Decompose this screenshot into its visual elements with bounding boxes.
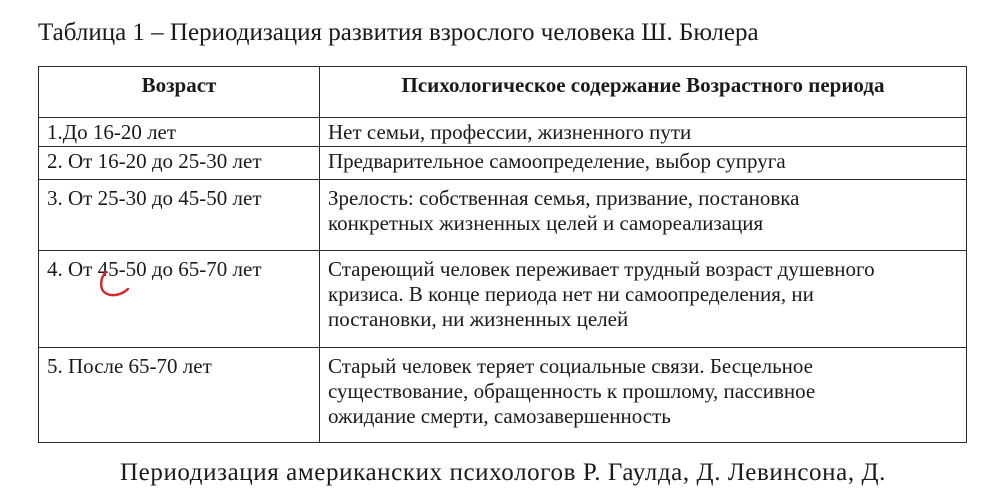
header-content: Психологическое содержание Возрастного периода [320,67,967,118]
age-cell: 1.До 16-20 лет [39,118,320,147]
table-row [39,348,967,443]
age-cell: 2. От 16-20 до 25-30 лет [39,147,320,180]
table-row [39,118,967,147]
table-row [39,251,967,348]
content-cell: Нет семьи, профессии, жизненного пути [320,118,967,147]
following-paragraph: Периодизация американских психологов Р. Гаулда, Д. Левинсона, Д. [120,459,887,486]
table-header-row [39,67,967,118]
age-cell: 3. От 25-30 до 45-50 лет [39,180,320,251]
table-row [39,180,967,251]
table-caption: Таблица 1 – Периодизация развития взрослого человека Ш. Бюлера [38,19,759,46]
header-age: Возраст [39,67,320,118]
content-cell: Старый человек теряет социальные связи. Бесцельное существование, обращенность к прошлому, пассивное ожидание смерти, самозавершенность [320,348,967,443]
age-cell: 4. От 45-50 до 65-70 лет [39,251,320,348]
content-cell: Зрелость: собственная семья, призвание, постановка конкретных жизненных целей и самореализация [320,180,967,251]
content-cell: Предварительное самоопределение, выбор супруга [320,147,967,180]
age-cell: 5. После 65-70 лет [39,348,320,443]
table-row [39,147,967,180]
content-cell: Стареющий человек переживает трудный возраст душевного кризиса. В конце периода нет ни самоопределения, ни постановки, ни жизненных целей [320,251,967,348]
periodization-table [38,66,967,443]
